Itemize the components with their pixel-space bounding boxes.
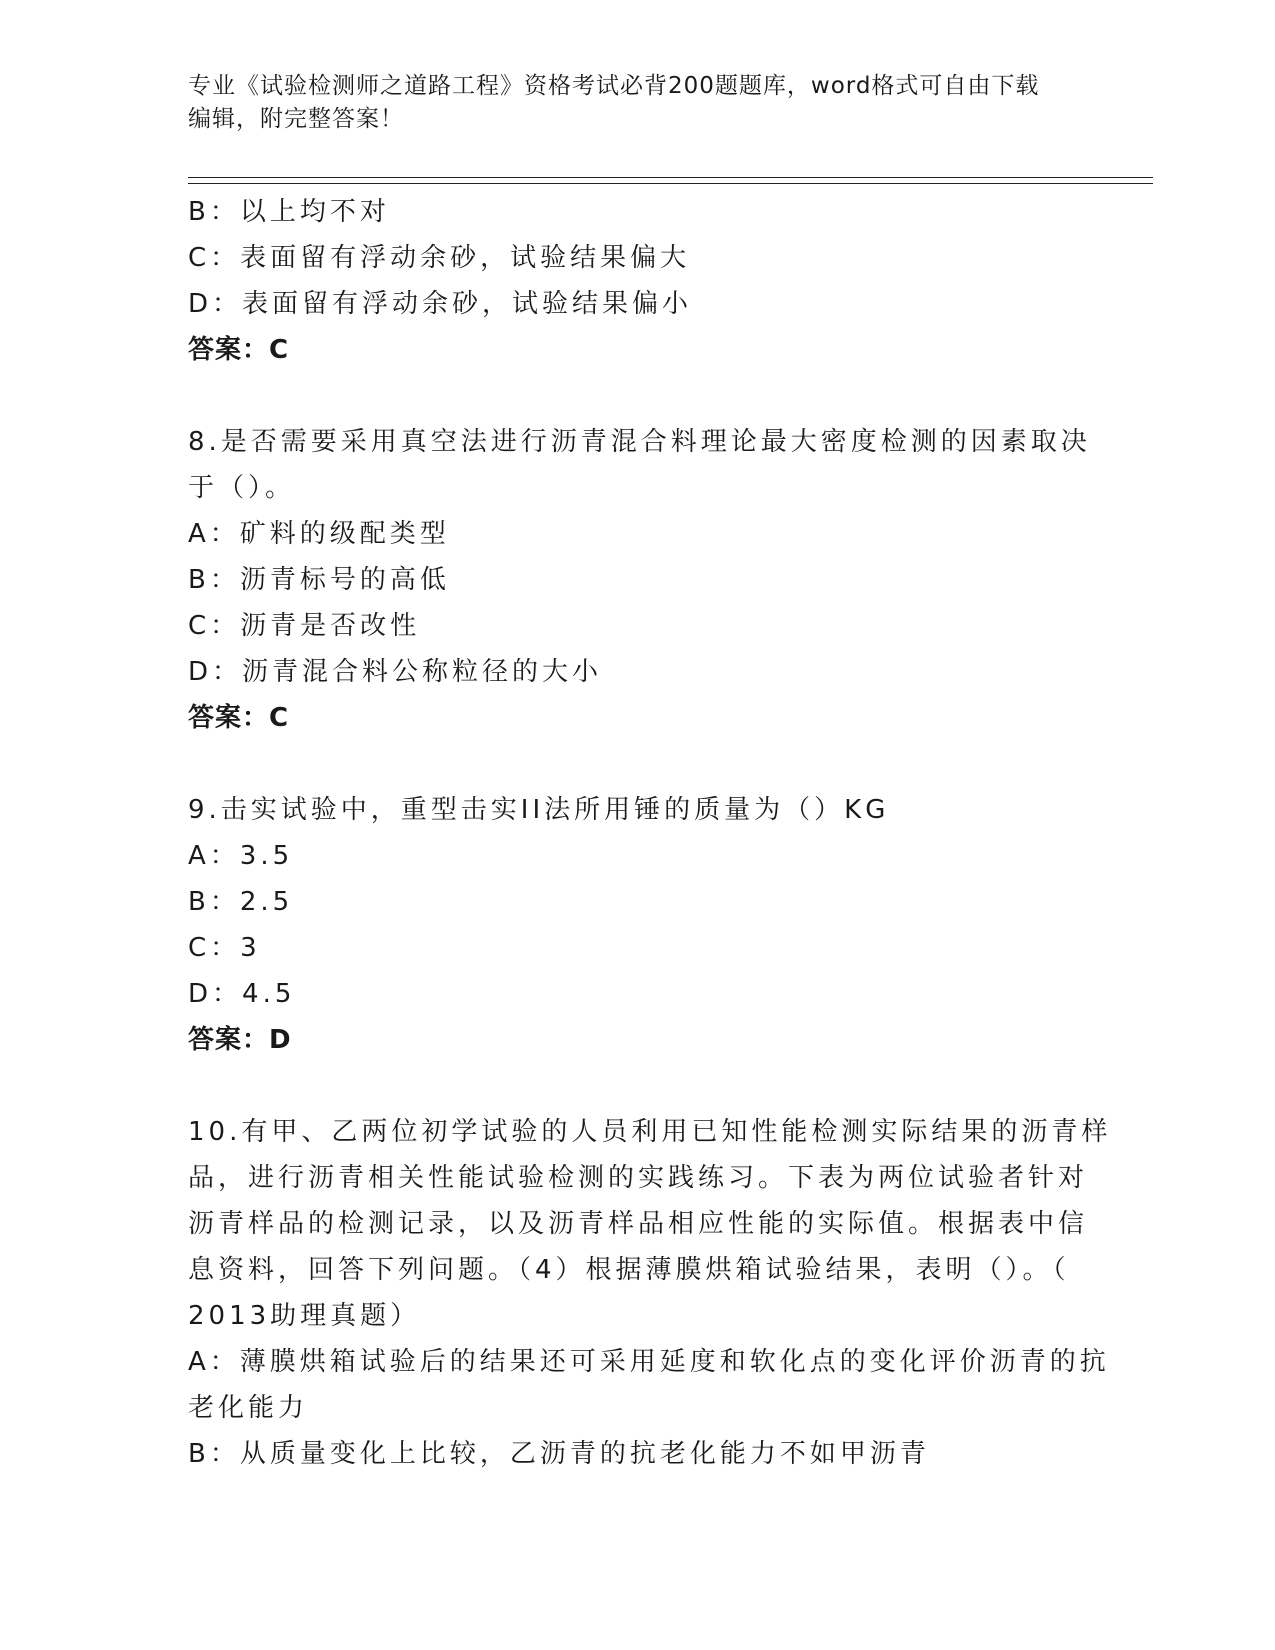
q9-option-b: B：2.5	[188, 887, 294, 917]
document-header	[188, 70, 1088, 136]
question-spacer	[188, 373, 1088, 419]
q9-stem: 9.击实试验中，重型击实II法所用锤的质量为（）KG	[188, 795, 890, 825]
q7-answer: 答案：C	[188, 335, 290, 365]
q9-answer: 答案：D	[188, 1025, 292, 1055]
q7-option-d: D：表面留有浮动余砂，试验结果偏小	[188, 289, 693, 319]
q8-stem-line-1: 8.是否需要采用真空法进行沥青混合料理论最大密度检测的因素取决	[188, 427, 1091, 457]
q10-stem-line-5: 2013助理真题）	[188, 1301, 421, 1331]
header-title-line-2: 编辑，附完整答案！	[188, 106, 404, 132]
header-divider-bottom	[188, 183, 1153, 184]
question-spacer	[188, 741, 1088, 787]
q7-option-c: C：表面留有浮动余砂，试验结果偏大	[188, 243, 691, 273]
question-7-tail	[188, 189, 1088, 373]
question-spacer	[188, 1063, 1088, 1109]
q9-option-d: D：4.5	[188, 979, 296, 1009]
q8-answer: 答案：C	[188, 703, 290, 733]
question-8	[188, 419, 1091, 741]
q10-stem-line-2: 品，进行沥青相关性能试验检测的实践练习。下表为两位试验者针对	[188, 1163, 1089, 1193]
q9-option-a: A：3.5	[188, 841, 294, 871]
q10-stem-line-3: 沥青样品的检测记录，以及沥青样品相应性能的实际值。根据表中信	[188, 1209, 1089, 1239]
q10-option-b: B：从质量变化上比较，乙沥青的抗老化能力不如甲沥青	[188, 1439, 930, 1469]
q8-option-b: B：沥青标号的高低	[188, 565, 450, 595]
header-divider-top	[188, 177, 1153, 178]
q10-stem-line-1: 10.有甲、乙两位初学试验的人员利用已知性能检测实际结果的沥青样	[188, 1117, 1112, 1147]
q9-option-c: C：3	[188, 933, 261, 963]
header-title-line-1: 专业《试验检测师之道路工程》资格考试必背200题题库，word格式可自由下载	[188, 73, 1040, 99]
q7-option-b: B：以上均不对	[188, 197, 390, 227]
question-10	[188, 1109, 1112, 1477]
q8-option-c: C：沥青是否改性	[188, 611, 421, 641]
q10-option-a-line-2: 老化能力	[188, 1393, 309, 1423]
q10-option-a-line-1: A：薄膜烘箱试验后的结果还可采用延度和软化点的变化评价沥青的抗	[188, 1347, 1110, 1377]
q10-stem-line-4: 息资料，回答下列问题。（4）根据薄膜烘箱试验结果，表明（）。（	[188, 1255, 1070, 1285]
q8-stem-line-2: 于（）。	[188, 473, 296, 503]
q8-option-a: A：矿料的级配类型	[188, 519, 450, 549]
question-9	[188, 787, 1088, 1063]
question-content	[188, 189, 1112, 1477]
q8-option-d: D：沥青混合料公称粒径的大小	[188, 657, 603, 687]
